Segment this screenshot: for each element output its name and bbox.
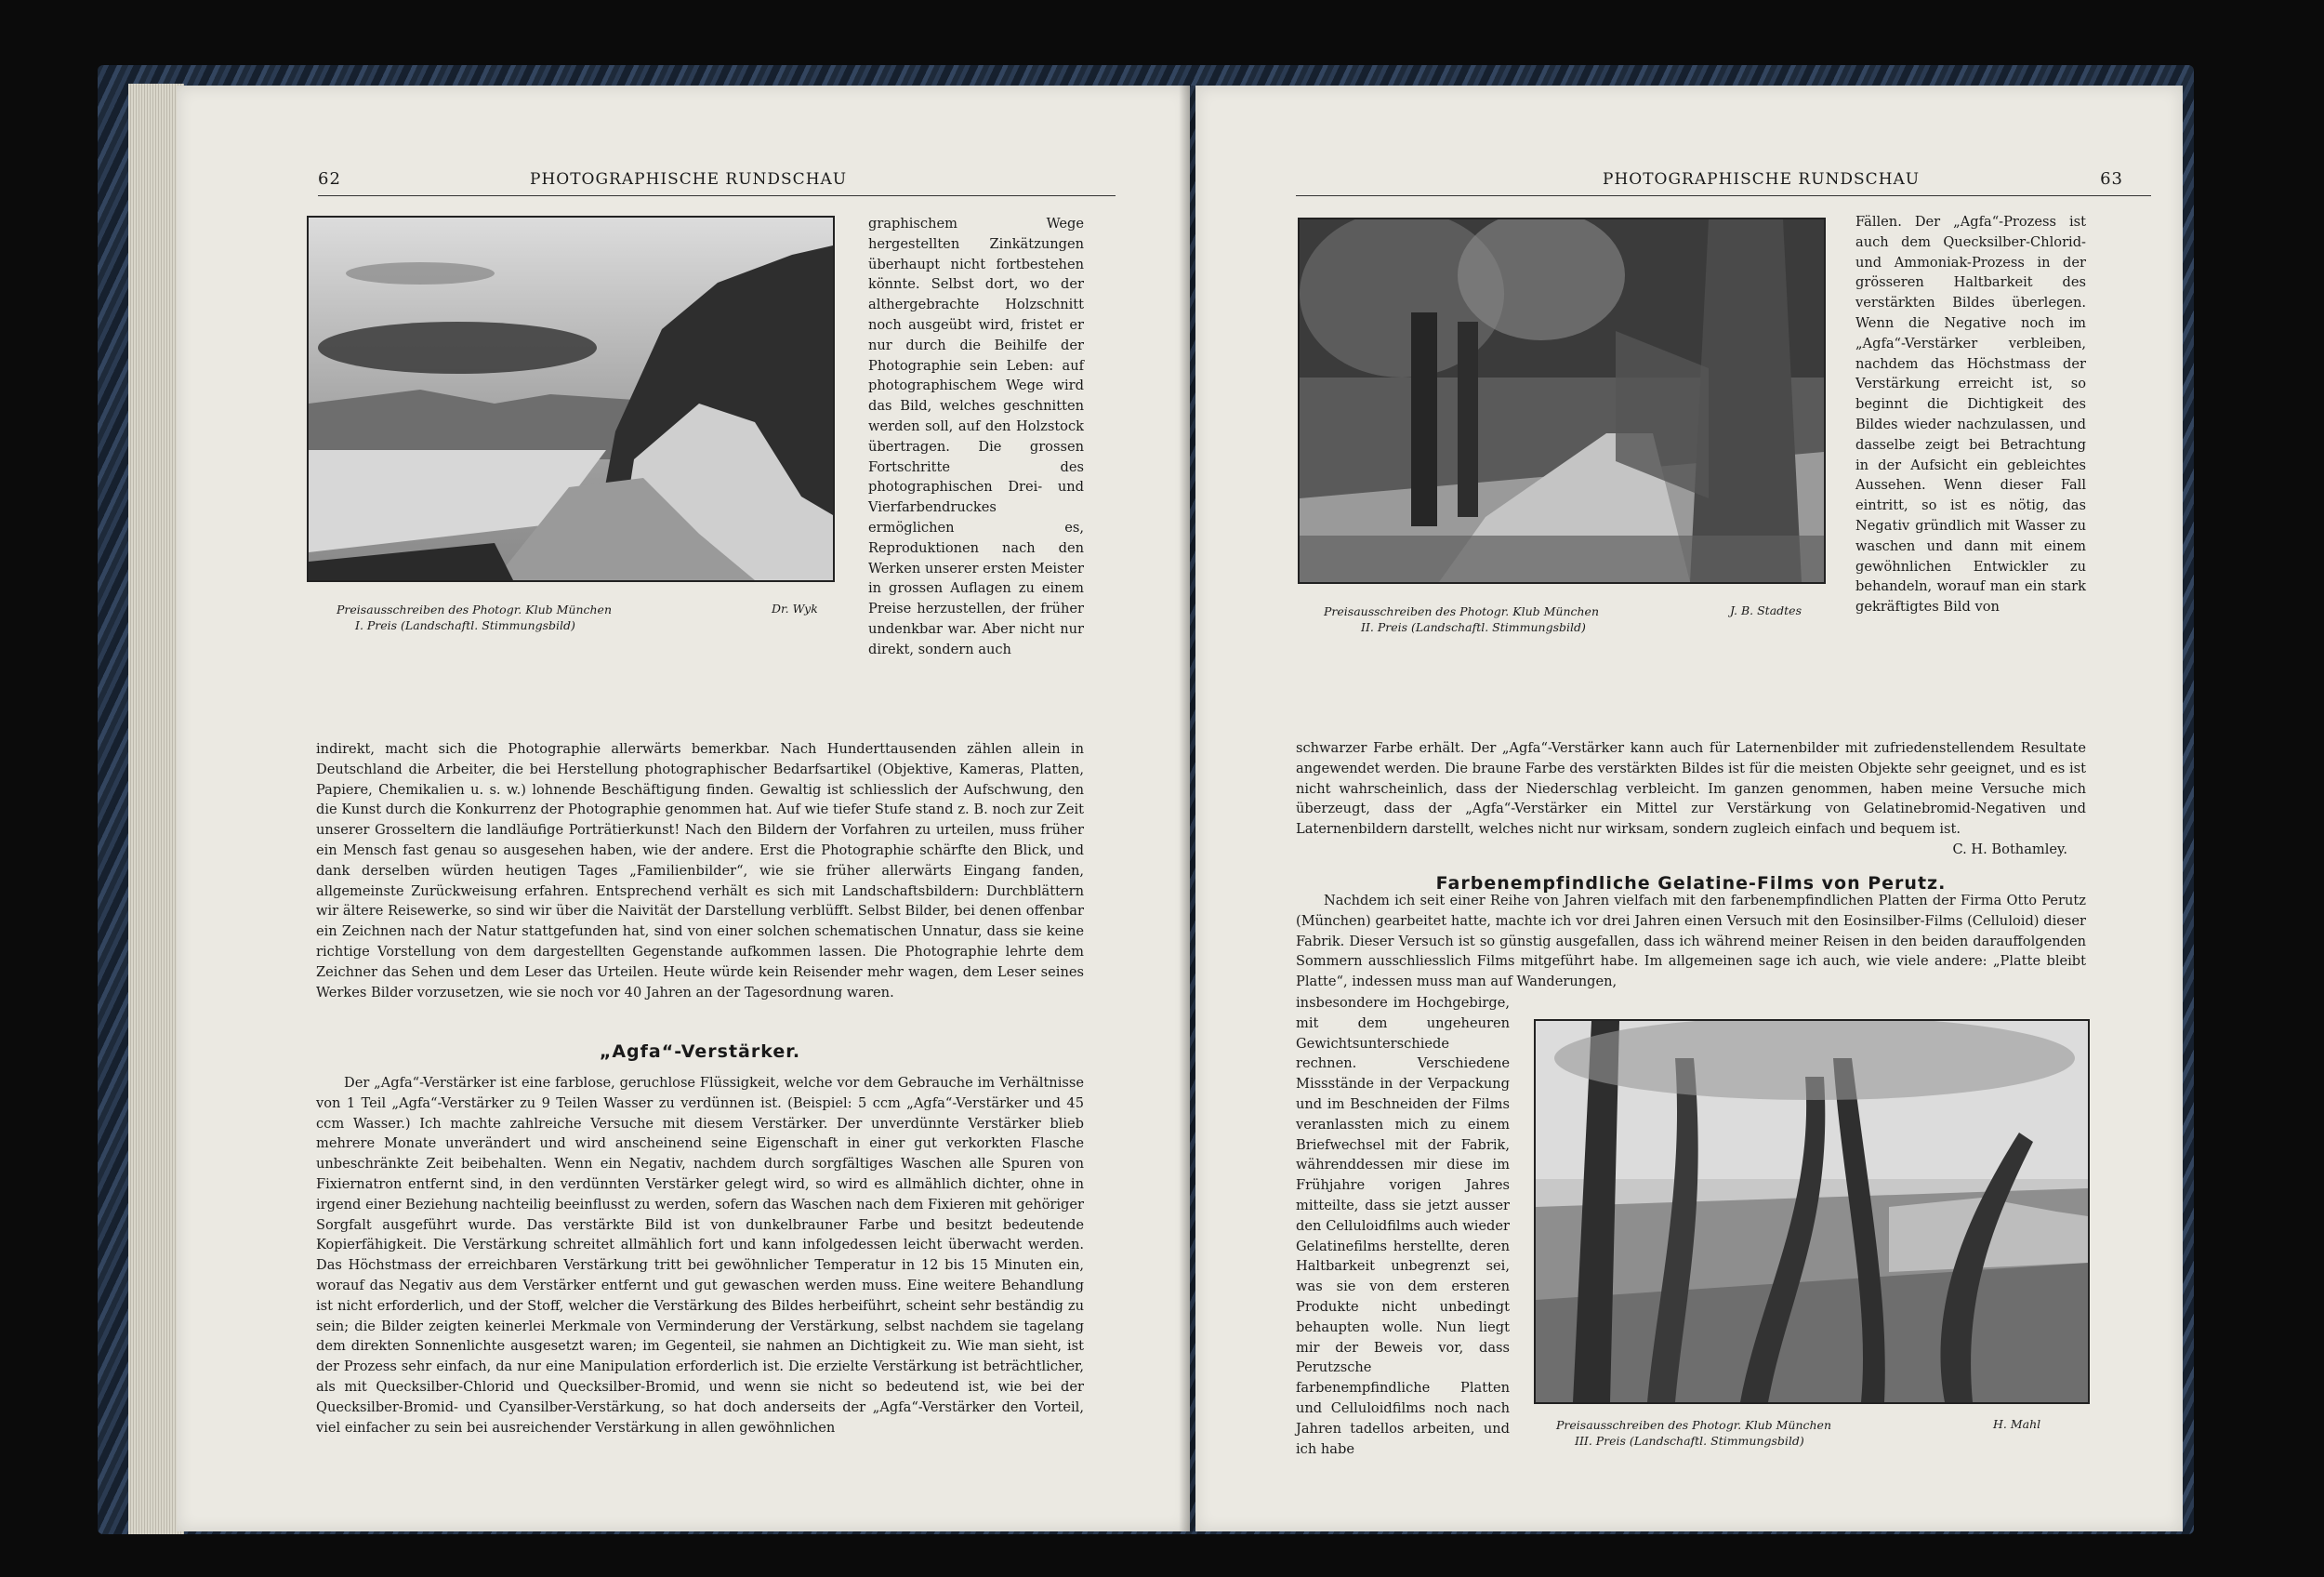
left-header-title: PHOTOGRAPHISCHE RUNDSCHAU xyxy=(530,170,848,189)
agfa-section-paragraph: Der „Agfa“-Verstärker ist eine farblose, geruchlose Flüssigkeit, welche vor dem Gebrauche im Verhältnisse von 1 Teil „Agfa“-Verstärker zu 9 Teilen Wasser zu verdünnen ist. (Beispiel: 5 ccm „Agfa“-Verstärker und 45 ccm Wasser.) Ich machte zahlreiche Versuche mit diesem Verstärker. Der unverdünnte Verstärker blieb mehrere Monate unverändert und wird anscheinend seine Eigenschaft in einer gut verkorkten Flasche unbeschränkte Zeit beibehalten. Wenn ein Negativ, nachdem durch sorgfältiges Waschen alle Spuren von Fixiernatron entfernt sind, in den verdünnten Verstärker gelegt wird, so wird es allmählich dichter, ohne in irgend einer Beziehung nachteilig beeinflusst zu werden, sofern das Waschen nach dem Fixieren mit gehöriger Sorgfalt ausgeführt wurde. Das verstärkte Bild ist von dunkelbrauner Farbe und besitzt bedeutende Kopierfähigkeit. Die Verstärkung schreitet allmählich fort und kann infolgedessen leicht überwacht werden. Das Höchstmass der erreichbaren Verstärkung tritt bei gewöhnlicher Temperatur in 12 bis 15 Minuten ein, worauf das Negativ aus dem Verstärker entfernt und gut gewaschen werden muss. Eine weitere Behandlung ist nicht erforderlich, und der Stoff, welcher die Verstärkung des Bildes herbeiführt, scheint sehr beständig zu sein; die Bilder zeigten keinerlei Merkmale von Verminderung der Verstärkung, selbst nachdem sie tagelang dem direkten Sonnenlichte ausgesetzt waren; im Gegenteil, sie nahmen an Dichtigkeit zu. Wie man sieht, ist der Prozess sehr einfach, da nur eine Manipulation erforderlich ist. Die erzielte Verstärkung ist beträchtlicher, als mit Quecksilber-Chlorid und Quecksilber-Bromid, und wenn sie nicht so bedeutend ist, wie bei der Quecksilber-Bromid- und Cyansilber-Verstärkung, so hat doch anderseits der „Agfa“-Verstärker den Vorteil, viel einfacher zu sein bei ausreichender Verstärkung in allen gewöhnlichen xyxy=(316,1075,1084,1436)
olive-caption-line2: III. Preis (Landschaftl. Stimmungsbild) xyxy=(1575,1434,1804,1448)
right-page xyxy=(1195,86,2183,1531)
left-main-text xyxy=(316,739,1084,1002)
coast-caption-line1: Preisausschreiben des Photogr. Klub München xyxy=(337,603,613,616)
right-side-text: Fällen. Der „Agfa“-Prozess ist auch dem Quecksilber-Chlorid- und Ammoniak-Prozess in der grösseren Haltbarkeit des verstärkten Bildes überlegen. Wenn die Negative noch im „Agfa“-Verstärker verbleiben, nachdem das Höchstmass der Verstärkung erreicht ist, so beginnt die Dichtigkeit des Bildes wieder nachzulassen, und dasselbe zeigt bei Betrachtung in der Aufsicht ein gebleichtes Aussehen. Wenn dieser Fall eintritt, so ist es nötig, das Negativ gründlich mit Wasser zu waschen und dann mit einem gewöhnlichen Entwickler zu behandeln, worauf man ein stark gekräftigtes Bild von xyxy=(1855,214,2086,616)
avenue-photo xyxy=(1298,218,1826,584)
right-main-text xyxy=(1296,738,2086,860)
avenue-caption-line1: Preisausschreiben des Photogr. Klub München xyxy=(1324,604,1600,618)
perutz-narrow-text: insbesondere im Hochgebirge, mit dem ungeheuren Gewichtsunterschiede rechnen. Verschiedene Missstände in der Verpackung und im Beschneiden der Films veranlassten mich zu einem Briefwechsel mit der Fabrik, währenddessen mir diese im Frühjahre vorigen Jahres mitteilte, dass sie jetzt ausser den Celluloidfilms auch wieder Gelatinefilms herstellte, deren Haltbarkeit unbegrenzt sei, was sie von dem ersteren Produkte nicht unbedingt behaupten wolle. Nun liegt mir der Beweis vor, dass Perutzsche farbenempfindliche Platten und Celluloidfilms noch nach Jahren tadellos arbeiten, und ich habe xyxy=(1296,995,1510,1457)
right-page-number: 63 xyxy=(2100,169,2123,189)
perutz-narrow-column xyxy=(1296,993,1510,1459)
coast-photo-caption xyxy=(337,602,612,633)
right-running-header xyxy=(1296,167,2151,196)
left-page xyxy=(177,86,1190,1531)
perutz-intro-paragraph: Nachdem ich seit einer Reihe von Jahren vielfach mit den farbenempfindlichen Platten der Firma Otto Perutz (München) gearbeitet hatte, machte ich vor drei Jahren einen Versuch mit den Eosinsilber-Films (Celluloid) dieser Fabrik. Dieser Versuch ist so günstig ausgefallen, dass ich während meiner Reisen in den beiden darauffolgenden Sommern ausschliesslich Films mitgeführt habe. Im allgemeinen sage ich auch, wie viele andere: „Platte bleibt Platte“, indessen muss man auf Wanderungen, xyxy=(1296,893,2086,990)
right-header-title: PHOTOGRAPHISCHE RUNDSCHAU xyxy=(1603,170,1921,189)
left-side-column xyxy=(868,214,1084,660)
olive-caption-line1: Preisausschreiben des Photogr. Klub München xyxy=(1556,1418,1832,1432)
left-main-paragraph: indirekt, macht sich die Photographie allerwärts bemerkbar. Nach Hunderttausenden zählen allein in Deutschland die Arbeiter, die bei Herstellung photographischer Bedarfsartikel (Objektive, Kameras, Platten, Papiere, Chemikalien u. s. w.) lohnende Beschäftigung finden. Gewaltig ist schliesslich der Aufschwung, den die Kunst durch die Konkurrenz der Photographie genommen hat. Auf wie tiefer Stufe stand z. B. noch zur Zeit unserer Grosseltern die landläufige Porträtierkunst! Nach den Bildern der Vorfahren zu urteilen, muss früher ein Mensch fast genau so ausgesehen haben, wie der andere. Erst die Photographie schärfte den Blick, und dank derselben würden heutigen Tages „Familienbilder“, wie sie früher allerwärts Eingang fanden, allgemeinste Zurückweisung erfahren. Entsprechend verhält es sich mit Landschaftsbildern: Durchblättern wir ältere Reisewerke, so sind wir über die Naivität der Darstellung verblüfft. Selbst Bilder, bei denen offenbar ein Zeichnen nach der Natur stattgefunden hat, sind von einer solchen schematischen Unnatur, dass sie keine richtige Vorstellung von dem dargestellten Gegenstande aufkommen lassen. Die Photographie lehrte dem Zeichner das Sehen und dem Leser das Urteilen. Heute würde kein Reisender mehr wagen, dem Leser seines Werkes Bilder vorzusetzen, wie sie noch vor 40 Jahren an der Tagesordnung waren. xyxy=(316,741,1084,1001)
olive-trees-photo xyxy=(1534,1019,2090,1404)
agfa-section-text xyxy=(316,1073,1084,1438)
right-side-column xyxy=(1855,212,2086,617)
left-side-text: graphischem Wege hergestellten Zinkätzungen überhaupt nicht fortbestehen könnte. Selbst dort, wo der althergebrachte Holzschnitt noch ausgeübt wird, fristet er nur durch die Beihilfe der Photographie sein Leben: auf photographischem Wege wird das Bild, welches geschnitten werden soll, auf den Holzstock übertragen. Die grossen Fortschritte des photographischen Drei- und Vierfarbendruckes ermöglichen es, Reproduktionen nach den Werken unserer ersten Meister in grossen Auflagen zu einem Preise herzustellen, der früher undenkbar war. Aber nicht nur direkt, sondern auch xyxy=(868,216,1084,657)
avenue-photo-caption xyxy=(1324,603,1599,635)
perutz-section-heading: Farbenempfindliche Gelatine-Films von Perutz. xyxy=(1435,873,1947,894)
page-edges xyxy=(128,84,184,1534)
agfa-section-heading: „Agfa“-Verstärker. xyxy=(599,1041,801,1062)
olive-photo-credit: H. Mahl xyxy=(1993,1417,2041,1431)
left-running-header xyxy=(318,167,1116,196)
coast-caption-line2: I. Preis (Landschaftl. Stimmungsbild) xyxy=(355,618,575,632)
coast-photo-credit: Dr. Wyk xyxy=(772,602,818,616)
coast-photo xyxy=(307,216,835,582)
avenue-photo-credit: J. B. Stadtes xyxy=(1730,603,1802,617)
left-page-number: 62 xyxy=(318,169,341,189)
right-main-paragraph: schwarzer Farbe erhält. Der „Agfa“-Verstärker kann auch für Laternenbilder mit zufriedenstellendem Resultate angewendet werden. Die braune Farbe des verstärkten Bildes ist für die meisten Objekte sehr geeignet, und es ist nicht wahrscheinlich, dass der Niederschlag verbleicht. Im ganzen genommen, haben meine Versuche mich überzeugt, dass der „Agfa“-Verstärker ein Mittel zur Verstärkung von Gelatinebromid-Negativen und Laternenbildern darstellt, welches nicht nur wirksam, sondern zugleich einfach und bequem ist. xyxy=(1296,740,2086,838)
signature: C. H. Bothamley. xyxy=(1952,841,2067,857)
avenue-caption-line2: II. Preis (Landschaftl. Stimmungsbild) xyxy=(1361,620,1586,634)
olive-photo-caption xyxy=(1556,1417,1831,1449)
perutz-intro-text xyxy=(1296,891,2086,992)
